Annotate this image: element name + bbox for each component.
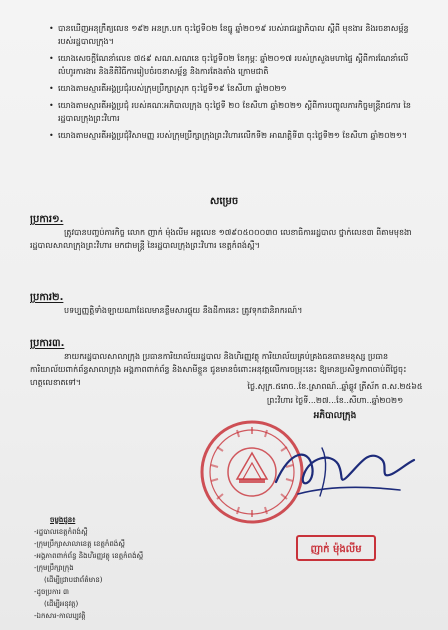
bullet-icon: •: [49, 84, 54, 93]
cc-list: [30, 514, 180, 622]
preamble-text: បានឃើញអនុក្រឹត្យលេខ ១៩២ អនក្រ.បក ចុះថ្ងៃទី០២ ខែធ្នូ ឆ្នាំ២០១៩ របស់រាជរដ្ឋាភិបាល ស្តីពី មុខងារ និងរចនាសម្ព័ន្ធរបស់រដ្ឋបាលក្រុង។: [58, 24, 409, 46]
name-stamp: ញាក់ ម៉ុងលីម: [296, 535, 376, 561]
preamble-text: យោងតាមស្មារតីអង្គប្រជុំ របស់គណៈអភិបាលក្រុង ចុះថ្ងៃទី ២០ ខែសីហា ឆ្នាំ២០២១ ស្តីពីការបញ្ចូលភារកិច្ចមន្ត្រីរាជការ នៃរដ្ឋបាលក្រុងព្រះវិហារ: [58, 101, 411, 123]
cc-item: -ដូចប្រការ ៣: [34, 588, 70, 596]
article-1-text: ត្រូវបានបញ្ចប់ភារកិច្ច លោក ញាក់ ម៉ុងលីម អត្តលេខ ១៧៩០៥០០០៣០ លេខាធិការរដ្ឋបាល ថ្នាក់លេខ៣ ពីតាមមុខងារដ្ឋបាលសាលាក្រុងព្រះវិហារ មកជាមន្ត្រី នៃរដ្ឋបាលក្រុងព្រះវិហារ ខេត្តកំពង់ស្ពឺ។: [30, 228, 412, 250]
cc-item: (ដើម្បីជ្រាបជាព័ត៌មាន): [44, 576, 103, 584]
preamble-text: យោងតាមស្មារតីអង្គប្រជុំវិសាមញ្ញ របស់ក្រុមប្រឹក្សាក្រុងព្រះវិហារលើកទី២ អាណត្តិទី៣ ចុះថ្ងៃទី២១ ខែសីហា ឆ្នាំ២០២១។: [58, 131, 408, 140]
article-2-text: បទប្បញ្ញត្តិទាំងឡាយណាដែលមានខ្លឹមសារផ្ទុយ នឹងដីការនេះ ត្រូវទុកជានិរាករណ៍។: [64, 306, 303, 315]
preamble-item: [49, 82, 418, 95]
signature-icon: [268, 430, 418, 510]
bullet-icon: •: [49, 131, 54, 140]
bullet-icon: •: [49, 101, 54, 110]
governor-title: អភិបាលក្រុង: [313, 411, 357, 421]
cc-item: -អង្គភាពពាក់ព័ន្ធ និងហិរញ្ញវត្ថុ ខេត្តកំពង់ស្ពឺ: [34, 552, 144, 560]
preamble-item: [49, 22, 418, 48]
preamble-text: យោងតាមស្មារតីអង្គប្រជុំរបស់ក្រុមប្រឹក្សាស្រុក ចុះថ្ងៃទី១៩ ខែសីហា ឆ្នាំ២០២១: [58, 84, 287, 93]
bullet-icon: •: [49, 54, 54, 63]
article-1-heading: ប្រការ១.: [30, 214, 64, 225]
cc-item: -ក្រុមប្រឹក្សាក្រុង: [34, 564, 74, 572]
preamble-text: យោងសេចក្តីណែនាំលេខ ៧៥៩ សណ.សណនេ ចុះថ្ងៃទី០២ ខែកុម្ភៈ ឆ្នាំ២០១៧ របស់ក្រសួងមហាផ្ទៃ ស្តីពីការណែនាំលើលំហូរការងារ និងនីតិវិធីការរៀបចំរចនាសម្ព័ន្ធ និងការតែងតាំង ក្រោមជាតិ: [58, 54, 409, 76]
cc-title: ចម្លងជូន៖: [50, 516, 76, 524]
bullet-icon: •: [49, 24, 54, 33]
preamble-item: [49, 52, 418, 78]
article-3-text: នាយករដ្ឋបាលសាលាក្រុង ប្រធានការិយាល័យរដ្ឋបាល និងហិរញ្ញវត្ថុ ការិយាល័យគ្រប់គ្រងធនធានមនុស្ស ប្រធានការិយាល័យពាក់ព័ន្ធសាលាក្រុង អង្គភាពពាក់ព័ន្ធ និងសាមីខ្លួន ជូនមានចំពោះអនុវត្តលើការចម្រុះនេះ ឱ្យមានប្រសិទ្ធភាពចាប់ពីថ្ងៃចុះហត្ថលេខាតទៅ។: [30, 352, 407, 387]
cc-item: (ដើម្បីអនុវត្ត): [44, 600, 79, 608]
date-solar: ព្រះវិហារ ថ្ងៃទី...២៧...ខែ..សីហា..ឆ្នាំ២០២១: [266, 396, 404, 405]
preamble-item: [49, 99, 418, 125]
cc-item: -រដ្ឋបាលខេត្តកំពង់ស្ពឺ: [34, 528, 88, 536]
cc-item: -ក្រុមប្រឹក្សាសាលាខេត្ត ខេត្តកំពង់ស្ពឺ: [34, 540, 125, 548]
preamble-list: [49, 22, 418, 142]
cc-item: -ឯកសារ-កាលប្បវត្តិ: [34, 612, 86, 620]
article-3-heading: ប្រការ៣.: [30, 338, 65, 349]
date-lunar: ថ្ងៃ.សុក្រ.៥រោច..ខែ.ស្រាពណ៍..ឆ្នាំឆ្លូវ ត្រីស័ក ព.ស.២៥៦៥: [247, 382, 423, 391]
preamble-item: [49, 129, 418, 142]
decision-heading: សម្រេច: [209, 196, 239, 207]
article-2-heading: ប្រការ២.: [30, 292, 64, 303]
